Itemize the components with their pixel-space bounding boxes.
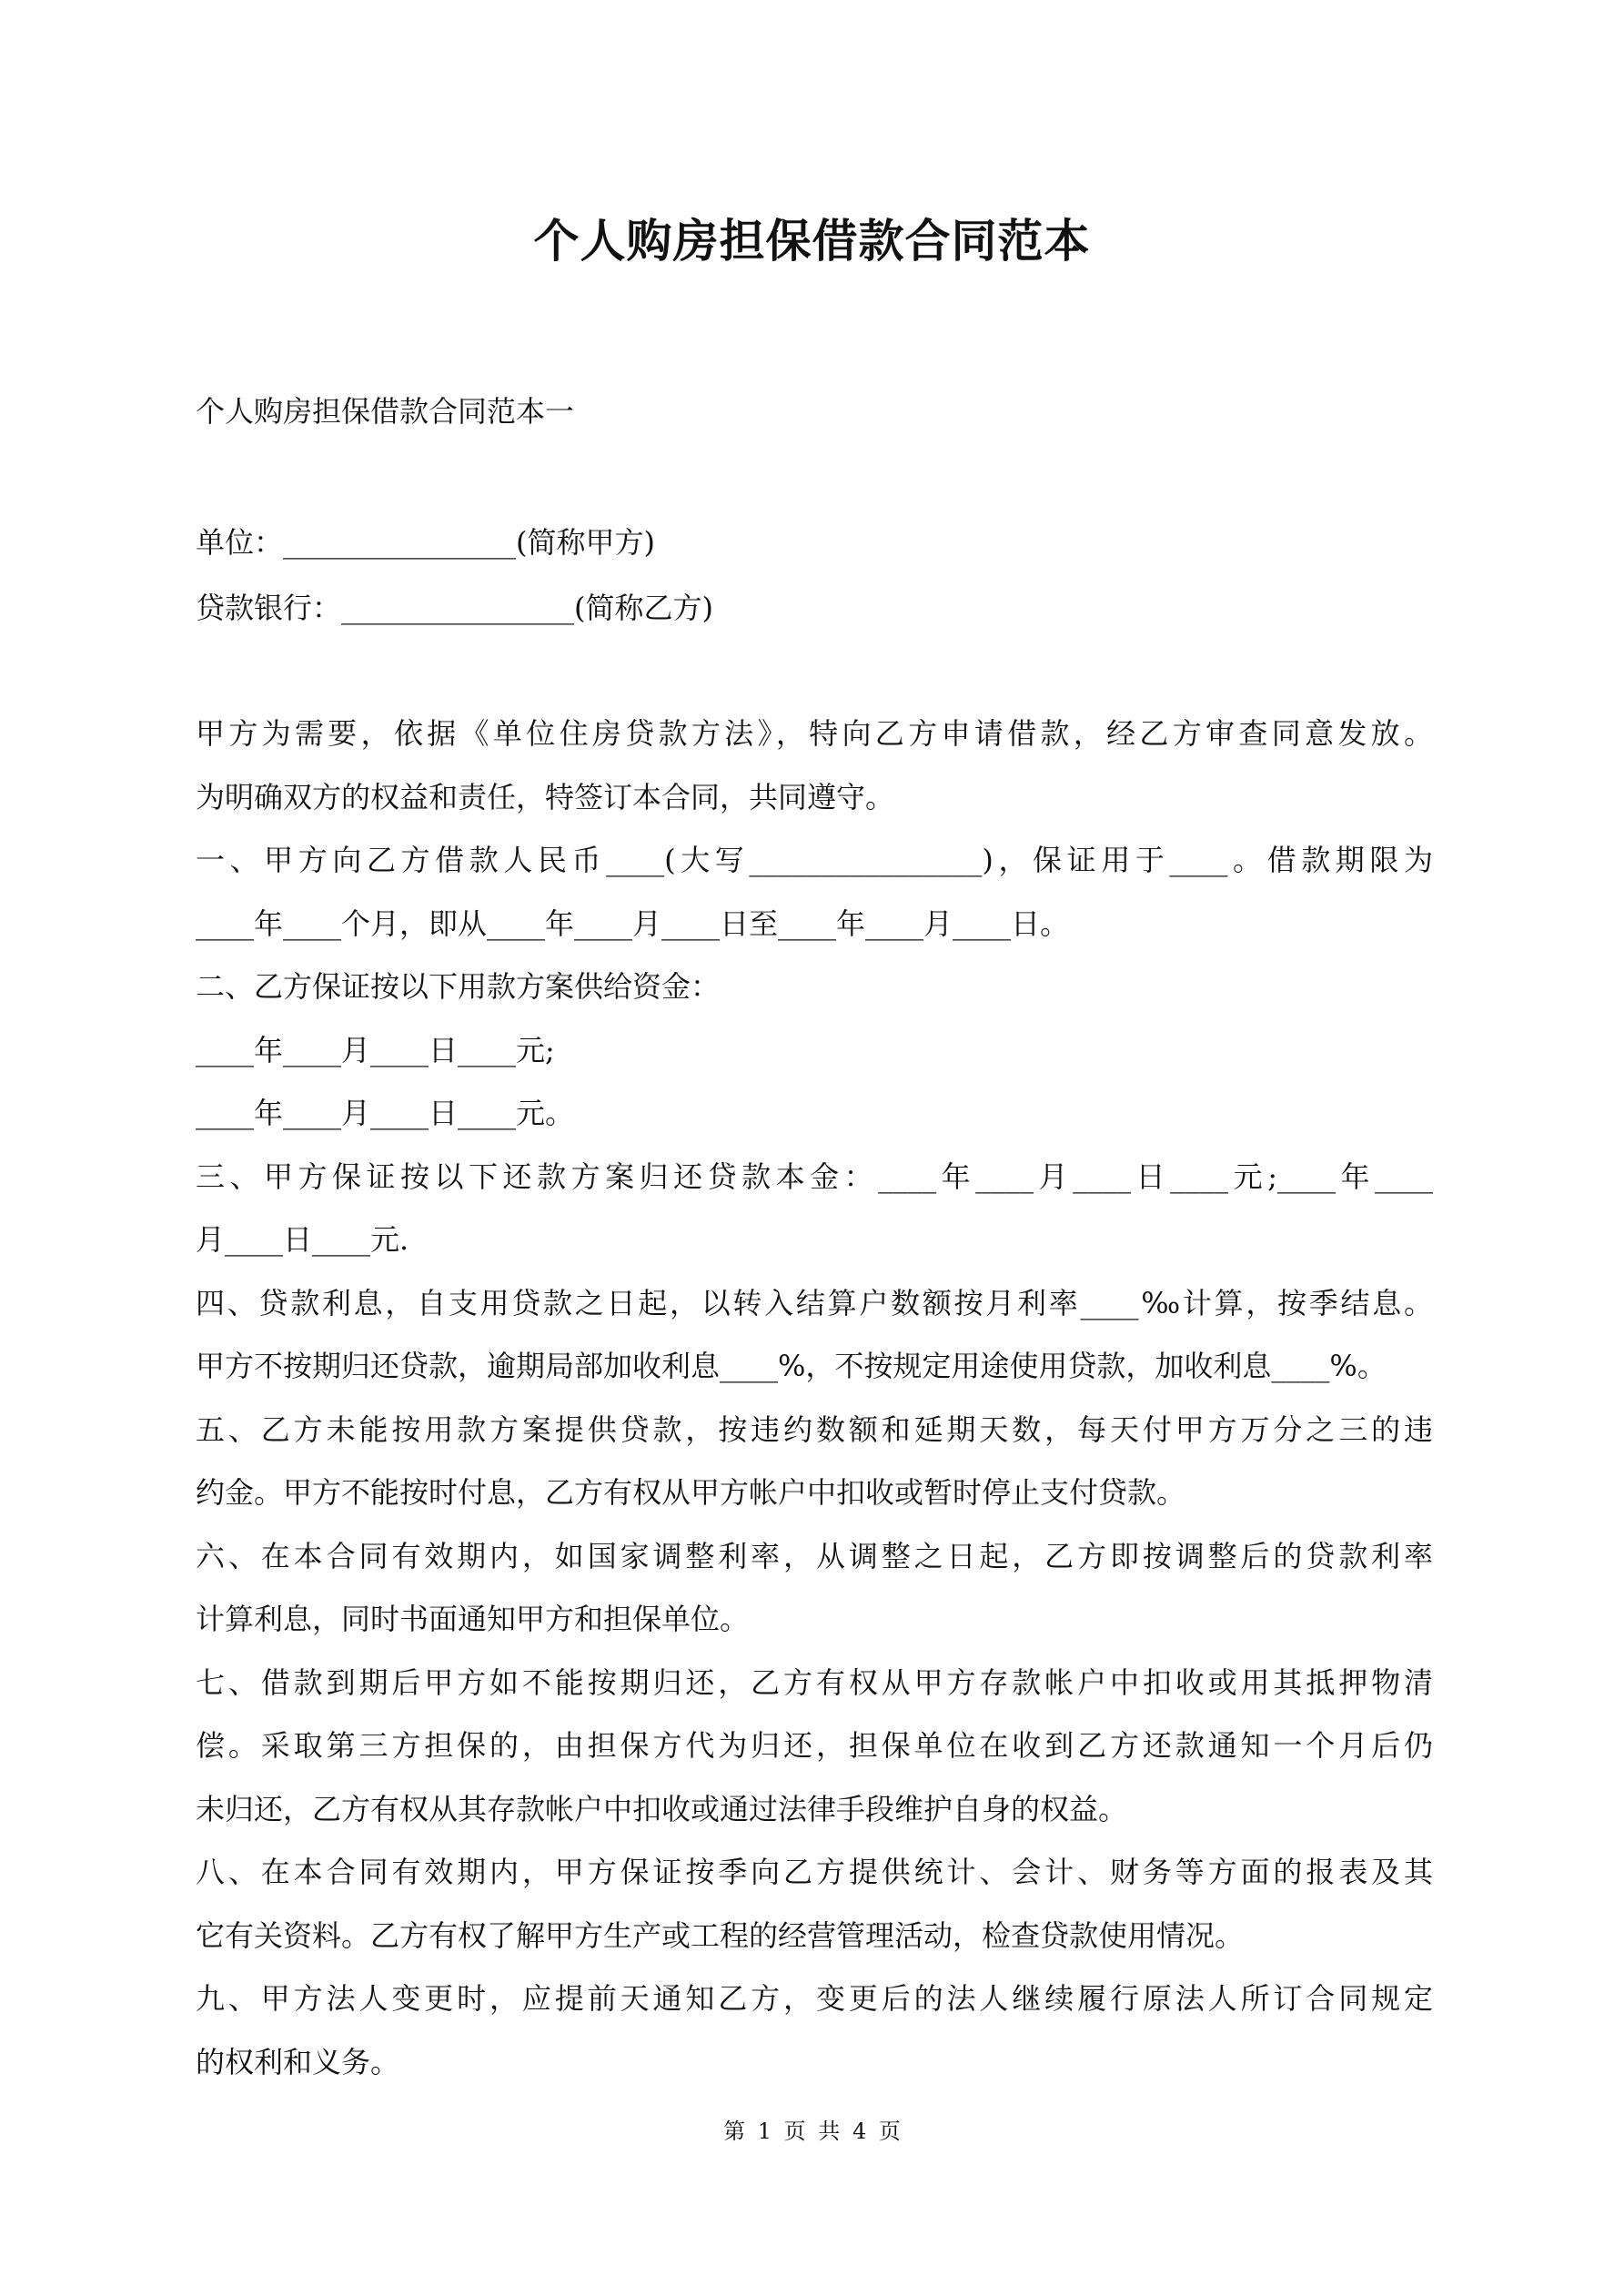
body-line: 偿。采取第三方担保的，由担保方代为归还，担保单位在收到乙方还款通知一个月后仍	[196, 1728, 1433, 1763]
body-line: 甲方为需要，依据《单位住房贷款方法》，特向乙方申请借款，经乙方审查同意发放。	[196, 716, 1433, 751]
body-line: 约金。甲方不能按时付息，乙方有权从甲方帐户中扣收或暂时停止支付贷款。	[196, 1475, 1186, 1510]
body-line: 甲方不按期归还贷款，逾期局部加收利息____%，不按规定用途使用贷款，加收利息____%。	[196, 1349, 1387, 1383]
body-line: 八、在本合同有效期内，甲方保证按季向乙方提供统计、会计、财务等方面的报表及其	[196, 1855, 1433, 1889]
body-line: 为明确双方的权益和责任，特签订本合同，共同遵守。	[196, 779, 895, 814]
party-line-bank: 贷款银行：________________(简称乙方)	[196, 591, 713, 625]
body-line: 的权利和义务。	[196, 2044, 400, 2079]
body-line: 四、贷款利息，自支用贷款之日起，以转入结算户数额按月利率____‰计算，按季结息。	[196, 1285, 1433, 1320]
body-line: 一、甲方向乙方借款人民币____(大写________________)，保证用于____。借款期限为	[196, 843, 1433, 877]
body-line: 月____日____元.	[196, 1222, 409, 1257]
party-block	[196, 510, 1433, 641]
body-line: ____年____月____日____元。	[196, 1096, 575, 1130]
contract-body	[196, 703, 1433, 2094]
body-line: 计算利息，同时书面通知甲方和担保单位。	[196, 1602, 750, 1636]
body-line: 二、乙方保证按以下用款方案供给资金：	[196, 969, 721, 1004]
party-line-unit: 单位：________________(简称甲方)	[196, 525, 655, 560]
body-line: 六、在本合同有效期内，如国家调整利率，从调整之日起，乙方即按调整后的贷款利率	[196, 1538, 1433, 1573]
body-line: 五、乙方未能按用款方案提供贷款，按违约数额和延期天数，每天付甲方万分之三的违	[196, 1411, 1433, 1447]
body-line: 九、甲方法人变更时，应提前天通知乙方，变更后的法人继续履行原法人所订合同规定	[196, 1981, 1433, 2016]
document-title: 个人购房担保借款合同范本	[533, 214, 1091, 268]
body-line: 它有关资料。乙方有权了解甲方生产或工程的经营管理活动，检查贷款使用情况。	[196, 1917, 1245, 1953]
body-line: 三、甲方保证按以下还款方案归还贷款本金：____年____月____日____元;____年____	[196, 1158, 1433, 1194]
body-line: 未归还，乙方有权从其存款帐户中扣收或通过法律手段维护自身的权益。	[196, 1791, 1128, 1826]
body-line: 七、借款到期后甲方如不能按期归还，乙方有权从甲方存款帐户中扣收或用其抵押物清	[196, 1664, 1433, 1700]
page-footer: 第 1 页 共 4 页	[723, 2119, 901, 2144]
body-line: ____年____月____日____元;	[196, 1032, 555, 1067]
contract-subtitle: 个人购房担保借款合同范本一	[196, 394, 575, 429]
body-line: ____年____个月，即从____年____月____日至____年____月____日。	[196, 905, 1070, 941]
